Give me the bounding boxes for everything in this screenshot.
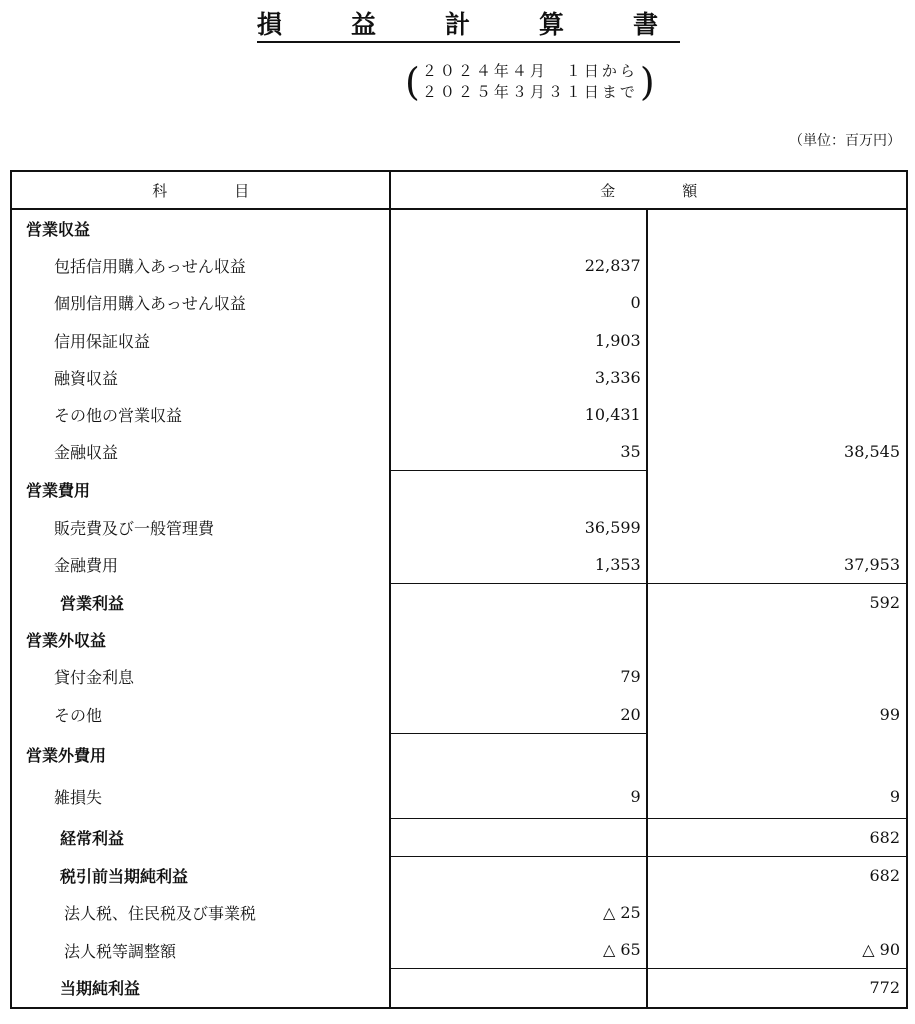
row-amount-detail: 79 <box>620 667 641 687</box>
row-amount-total: 37,953 <box>647 546 907 584</box>
table-row <box>11 583 907 621</box>
row-label: 個別信用購入あっせん収益 <box>11 284 390 321</box>
row-label: 営業利益 <box>11 583 390 621</box>
row-amount-detail: 9 <box>630 787 641 807</box>
row-amount-detail <box>390 471 646 509</box>
row-amount-detail <box>390 856 646 894</box>
document-title: 損 益 計 算 書 <box>0 10 915 43</box>
row-label: 営業外収益 <box>11 621 390 658</box>
table-row <box>11 209 907 247</box>
row-amount-total: 682 <box>647 818 907 856</box>
row-amount-total: 682 <box>647 856 907 894</box>
row-amount-detail: △ 65 <box>602 940 641 960</box>
row-amount-detail <box>390 583 646 621</box>
table-row <box>11 776 907 819</box>
table-row <box>11 509 907 546</box>
right-paren: ) <box>639 60 655 104</box>
table-row <box>11 658 907 695</box>
row-label: 包括信用購入あっせん収益 <box>11 247 390 284</box>
table-row <box>11 695 907 733</box>
header-account: 科 目 <box>11 171 390 209</box>
table-row <box>11 322 907 359</box>
unit-label: （単位：百万円） <box>789 133 901 149</box>
table-row <box>11 733 907 776</box>
table-row <box>11 359 907 396</box>
row-label: その他の営業収益 <box>11 396 390 433</box>
table-row <box>11 621 907 658</box>
row-amount-total <box>647 658 907 695</box>
row-amount-detail <box>390 818 646 856</box>
row-amount-detail: 1,903 <box>594 330 641 350</box>
row-amount-detail <box>390 209 646 247</box>
row-amount-total <box>647 396 907 433</box>
row-label: 金融費用 <box>11 546 390 584</box>
row-amount-total <box>647 209 907 247</box>
period-start: ２０２４年４月 １日から <box>421 62 638 80</box>
table-row <box>11 856 907 894</box>
row-amount-total <box>647 894 907 931</box>
row-amount-detail: 22,837 <box>584 256 641 276</box>
row-amount-total <box>647 322 907 359</box>
table-row <box>11 546 907 584</box>
row-amount-total: 592 <box>647 583 907 621</box>
row-label: 営業収益 <box>11 209 390 247</box>
row-amount-detail: 1,353 <box>594 554 641 574</box>
row-label: 貸付金利息 <box>11 658 390 695</box>
row-amount-total <box>647 509 907 546</box>
row-amount-total: 9 <box>647 776 907 819</box>
row-label: 営業外費用 <box>11 733 390 776</box>
row-amount-total: 99 <box>647 695 907 733</box>
left-paren: ( <box>405 60 420 104</box>
row-amount-detail: 3,336 <box>594 367 641 387</box>
row-label: 当期純利益 <box>11 969 390 1008</box>
income-statement-table <box>10 170 908 1009</box>
table-row <box>11 818 907 856</box>
row-label: 経常利益 <box>11 818 390 856</box>
row-amount-detail <box>390 733 646 776</box>
table-row <box>11 471 907 509</box>
row-label: 融資収益 <box>11 359 390 396</box>
table-row <box>11 433 907 471</box>
table-row <box>11 284 907 321</box>
row-amount-detail <box>390 621 646 658</box>
row-amount-detail: 35 <box>620 442 641 462</box>
header-amount: 金 額 <box>390 171 907 209</box>
row-amount-total: 38,545 <box>647 433 907 471</box>
row-amount-total <box>647 471 907 509</box>
row-amount-detail: 20 <box>620 704 641 724</box>
row-label: 営業費用 <box>11 471 390 509</box>
row-amount-total <box>647 733 907 776</box>
row-label: 金融収益 <box>11 433 390 471</box>
row-amount-detail: 36,599 <box>584 517 641 537</box>
row-amount-detail <box>390 969 646 1008</box>
row-amount-detail: 0 <box>630 293 641 313</box>
row-label: 法人税、住民税及び事業税 <box>11 894 390 931</box>
table-row <box>11 931 907 969</box>
row-amount-total <box>647 621 907 658</box>
row-amount-total <box>647 247 907 284</box>
row-label: 税引前当期純利益 <box>11 856 390 894</box>
table-row <box>11 396 907 433</box>
table-row <box>11 247 907 284</box>
row-amount-total: 772 <box>647 969 907 1008</box>
row-amount-total <box>647 284 907 321</box>
fiscal-period <box>405 60 655 104</box>
period-end: ２０２５年３月３１日まで <box>421 83 638 101</box>
row-label: その他 <box>11 695 390 733</box>
row-label: 販売費及び一般管理費 <box>11 509 390 546</box>
row-amount-detail: △ 25 <box>602 903 641 923</box>
table-row <box>11 969 907 1008</box>
row-label: 雑損失 <box>11 776 390 819</box>
row-label: 信用保証収益 <box>11 322 390 359</box>
row-amount-total <box>647 359 907 396</box>
row-amount-total: △ 90 <box>647 931 907 969</box>
row-amount-detail: 10,431 <box>584 405 641 425</box>
table-row <box>11 894 907 931</box>
table-header-row <box>11 171 907 209</box>
row-label: 法人税等調整額 <box>11 931 390 969</box>
